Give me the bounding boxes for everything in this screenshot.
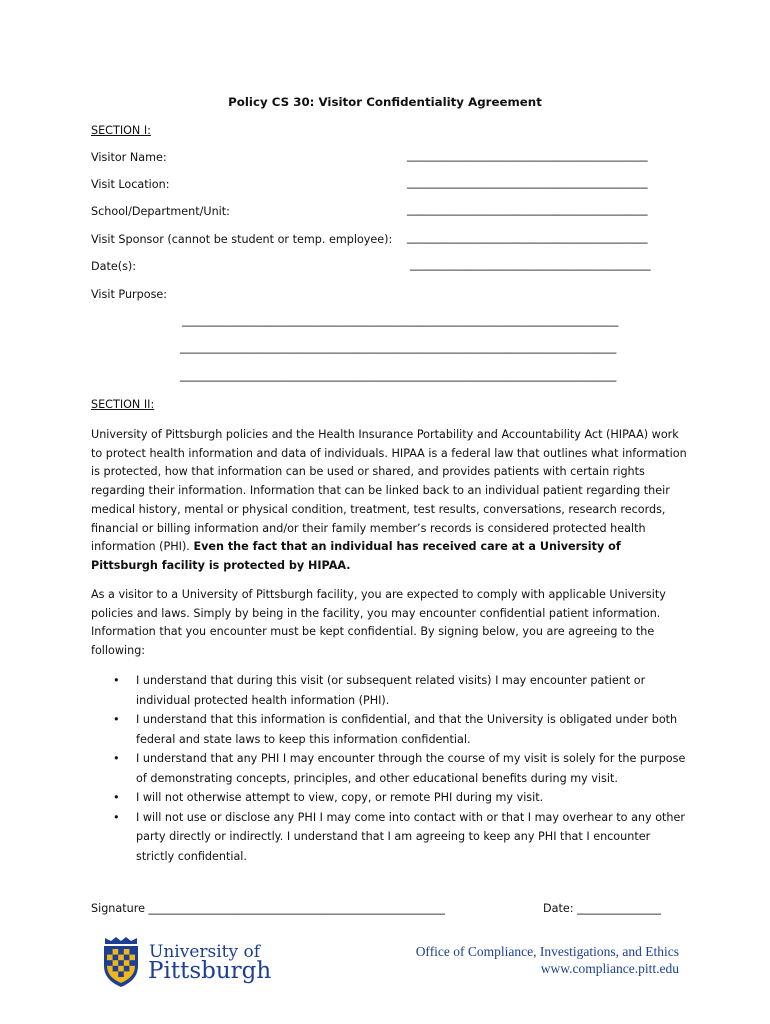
page-title: Policy CS 30: Visitor Confidentiality Agreement bbox=[228, 95, 542, 109]
date-row bbox=[543, 902, 661, 915]
dates-label: Date(s): bbox=[91, 260, 137, 273]
visit-purpose-line-1[interactable]: ______________________________________________________________________________ bbox=[182, 314, 619, 327]
signature-row bbox=[91, 902, 445, 915]
list-item: • I understand that any PHI I may encounter through the course of my visit is solely for the purpose of demonstrating concepts, principles, and other educational benefits during my visit. bbox=[91, 749, 691, 788]
visitor-name-label: Visitor Name: bbox=[91, 151, 167, 164]
visitor-name-line[interactable]: ___________________________________________ bbox=[407, 149, 648, 162]
signature-line[interactable]: _____________________________________________________ bbox=[148, 902, 446, 915]
bullet-icon: • bbox=[113, 713, 120, 726]
visit-purpose-label: Visit Purpose: bbox=[91, 288, 168, 301]
logo-line-2: Pittsburgh bbox=[148, 958, 272, 984]
visitor-paragraph: As a visitor to a University of Pittsburgh facility, you are expected to comply with applicable University policies and laws. Simply by being in the facility, you may encounter confidential patient information. Information that you encounter must be kept confidential. By signing below, you are agreeing to the following: bbox=[91, 588, 666, 658]
date-line[interactable]: _______________ bbox=[577, 902, 661, 915]
dates-line[interactable]: ___________________________________________ bbox=[410, 258, 651, 271]
date-label: Date: bbox=[543, 902, 574, 915]
bullet-icon: • bbox=[113, 791, 120, 804]
list-item: • I will not use or disclose any PHI I may come into contact with or that I may overhear to any other party directly or indirectly. I understand that I am agreeing to keep any PHI that I encounter strictly confidential. bbox=[91, 808, 691, 867]
list-item: • I will not otherwise attempt to view, copy, or remote PHI during my visit. bbox=[91, 788, 691, 808]
school-department-label: School/Department/Unit: bbox=[91, 205, 230, 218]
bullet-icon: • bbox=[113, 674, 120, 687]
visit-purpose-line-2[interactable]: ______________________________________________________________________________ bbox=[180, 341, 617, 354]
visit-sponsor-line[interactable]: ___________________________________________ bbox=[407, 231, 648, 244]
agreement-list bbox=[91, 671, 691, 866]
bullet-icon: • bbox=[113, 752, 120, 765]
visit-purpose-line-3[interactable]: ______________________________________________________________________________ bbox=[180, 369, 617, 382]
bullet-icon: • bbox=[113, 810, 120, 824]
office-url[interactable]: www.compliance.pitt.edu bbox=[540, 961, 679, 976]
visit-location-line[interactable]: ___________________________________________ bbox=[407, 176, 648, 189]
office-name: Office of Compliance, Investigations, and Ethics bbox=[415, 944, 679, 959]
section-1-heading: SECTION I: bbox=[91, 124, 151, 137]
hipaa-paragraph bbox=[91, 426, 691, 576]
signature-label: Signature bbox=[91, 902, 145, 915]
logo-line-1: University of bbox=[149, 942, 261, 962]
pitt-shield-icon bbox=[101, 936, 141, 988]
visit-sponsor-label: Visit Sponsor (cannot be student or temp. employee): bbox=[91, 233, 393, 246]
hipaa-paragraph-bold: Even the fact that an individual has received care at a University of Pittsburgh facility is protected by HIPAA. bbox=[91, 540, 621, 572]
list-item: • I understand that this information is confidential, and that the University is obligated under both federal and state laws to keep this information confidential. bbox=[91, 710, 691, 749]
school-department-line[interactable]: ___________________________________________ bbox=[407, 203, 648, 216]
section-2-heading: SECTION II: bbox=[91, 398, 155, 411]
hipaa-paragraph-text: University of Pittsburgh policies and the Health Insurance Portability and Accountability Act (HIPAA) work to protect health information and data of individuals. HIPAA is a federal law that outlines what information is protected, how that information can be used or shared, and provides patients with certain rights regarding their information. Information that can be linked back to an individual patient regarding their medical history, mental or physical condition, treatment, test results, conversations, research records, financial or billing information and/or their family member’s records is considered protected health information (PHI). bbox=[91, 428, 687, 554]
list-item: • I understand that during this visit (or subsequent related visits) I may encounter patient or individual protected health information (PHI). bbox=[91, 671, 691, 710]
visit-location-label: Visit Location: bbox=[91, 178, 170, 191]
